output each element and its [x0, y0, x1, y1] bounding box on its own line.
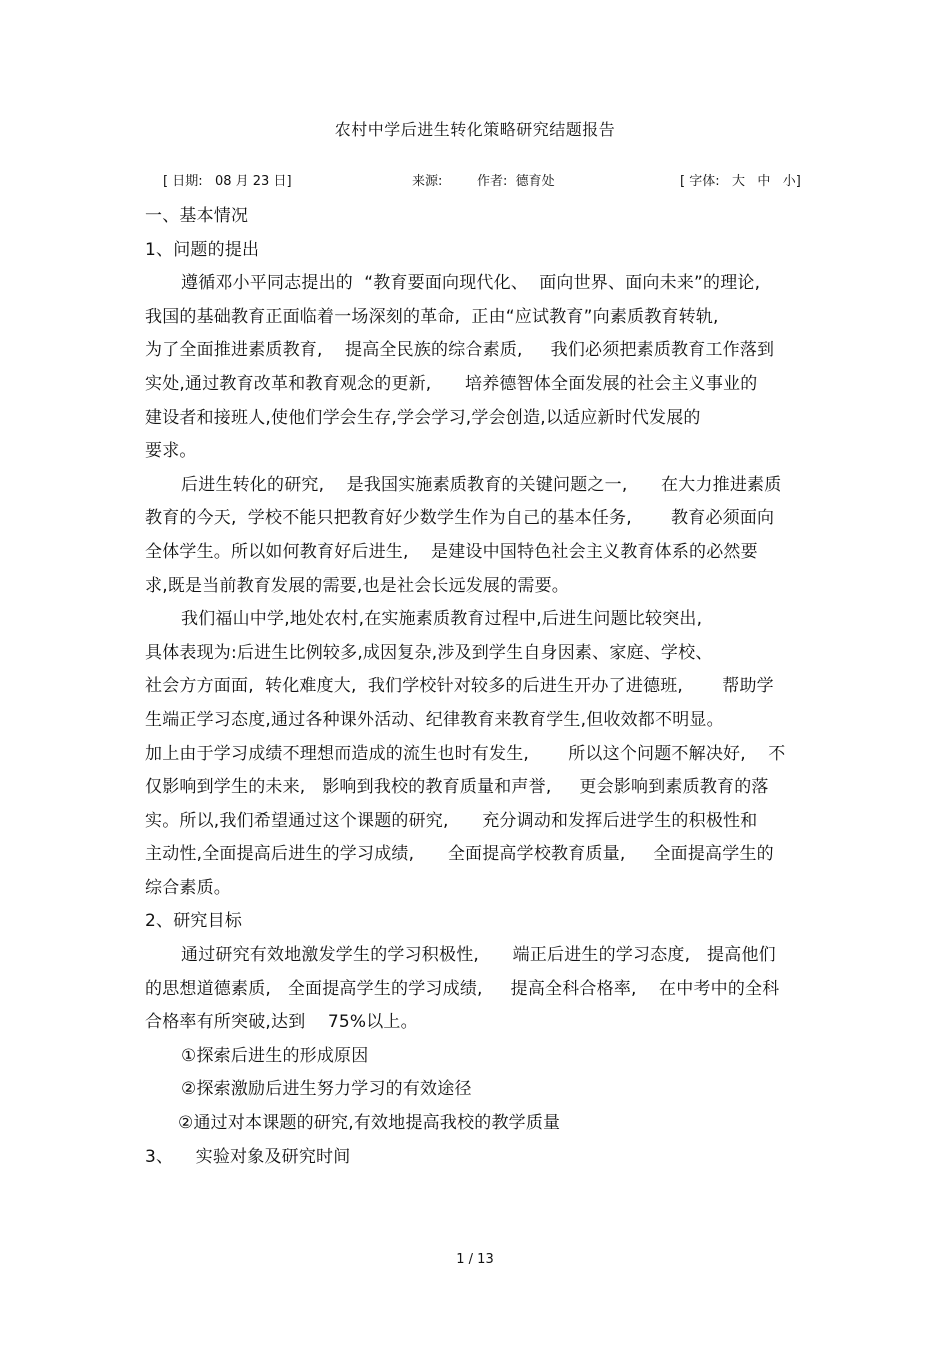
paragraph-line: 社会方方面面, 转化难度大, 我们学校针对较多的后进生开办了进德班, 帮助学 [145, 676, 774, 697]
subsection-heading: 2、研究目标 [145, 911, 243, 932]
paragraph-line: 建设者和接班人,使他们学会生存,学会学习,学会创造,以适应新时代发展的 [145, 407, 701, 428]
paragraph-line: 遵循邓小平同志提出的 “教育要面向现代化、 面向世界、面向未来”的理论, [181, 273, 761, 294]
document-title: 农村中学后进生转化策略研究结题报告 [334, 120, 616, 139]
subsection-heading: 3、 实验对象及研究时间 [145, 1146, 351, 1167]
paragraph-line: 加上由于学习成绩不理想而造成的流生也时有发生, 所以这个问题不解决好, 不 [145, 743, 786, 764]
paragraph-line: 全体学生。所以如何教育好后进生, 是建设中国特色社会主义教育体系的必然要 [145, 541, 758, 562]
paragraph-line: 要求。 [145, 441, 197, 462]
paragraph-line: 求,既是当前教育发展的需要,也是社会长远发展的需要。 [145, 575, 570, 596]
paragraph-line: 我国的基础教育正面临着一场深刻的革命, 正由“应试教育”向素质教育转轨, [145, 306, 719, 327]
paragraph-line: 通过研究有效地激发学生的学习积极性, 端正后进生的学习态度, 提高他们 [181, 945, 776, 966]
meta-font-size-selector[interactable]: [ 字体: 大 中 小] [680, 174, 801, 189]
paragraph-line: 我们福山中学,地处农村,在实施素质教育过程中,后进生问题比较突出, [181, 609, 703, 630]
paragraph-line: 教育的今天, 学校不能只把教育好少数学生作为自己的基本任务, 教育必须面向 [145, 508, 775, 529]
paragraph-line: 合格率有所突破,达到 75%以上。 [145, 1012, 418, 1033]
paragraph-line: 后进生转化的研究, 是我国实施素质教育的关键问题之一, 在大力推进素质 [181, 474, 782, 495]
paragraph-line: 实。所以,我们希望通过这个课题的研究, 充分调动和发挥后进学生的积极性和 [145, 810, 758, 831]
page-indicator: 1 / 13 [456, 1252, 494, 1267]
paragraph-line: 的思想道德素质, 全面提高学生的学习成绩, 提高全科合格率, 在中考中的全科 [145, 978, 780, 999]
meta-source: 来源: [412, 174, 443, 189]
paragraph-line: 实处,通过教育改革和教育观念的更新, 培养德智体全面发展的社会主义事业的 [145, 373, 758, 394]
document-body [145, 200, 810, 1174]
paragraph-line: 具体表现为:后进生比例较多,成因复杂,涉及到学生自身因素、家庭、学校、 [145, 642, 713, 663]
paragraph-line: 综合素质。 [145, 877, 231, 898]
list-item: ②通过对本课题的研究,有效地提高我校的教学质量 [178, 1113, 561, 1134]
section-heading: 一、基本情况 [145, 206, 249, 226]
list-item: ①探索后进生的形成原因 [181, 1045, 369, 1066]
paragraph-line: 生端正学习态度,通过各种课外活动、纪律教育来教育学生,但收效都不明显。 [145, 709, 724, 730]
meta-date: [ 日期: 08 月 23 日] [163, 174, 292, 189]
paragraph-line: 仅影响到学生的未来, 影响到我校的教育质量和声誉, 更会影响到素质教育的落 [145, 777, 769, 798]
meta-author: 作者: 德育处 [477, 174, 555, 189]
subsection-heading: 1、问题的提出 [145, 239, 260, 260]
paragraph-line: 为了全面推进素质教育, 提高全民族的综合素质, 我们必须把素质教育工作落到 [145, 340, 775, 361]
list-item: ②探索激励后进生努力学习的有效途径 [181, 1079, 472, 1100]
paragraph-line: 主动性,全面提高后进生的学习成绩, 全面提高学校教育质量, 全面提高学生的 [145, 844, 774, 865]
